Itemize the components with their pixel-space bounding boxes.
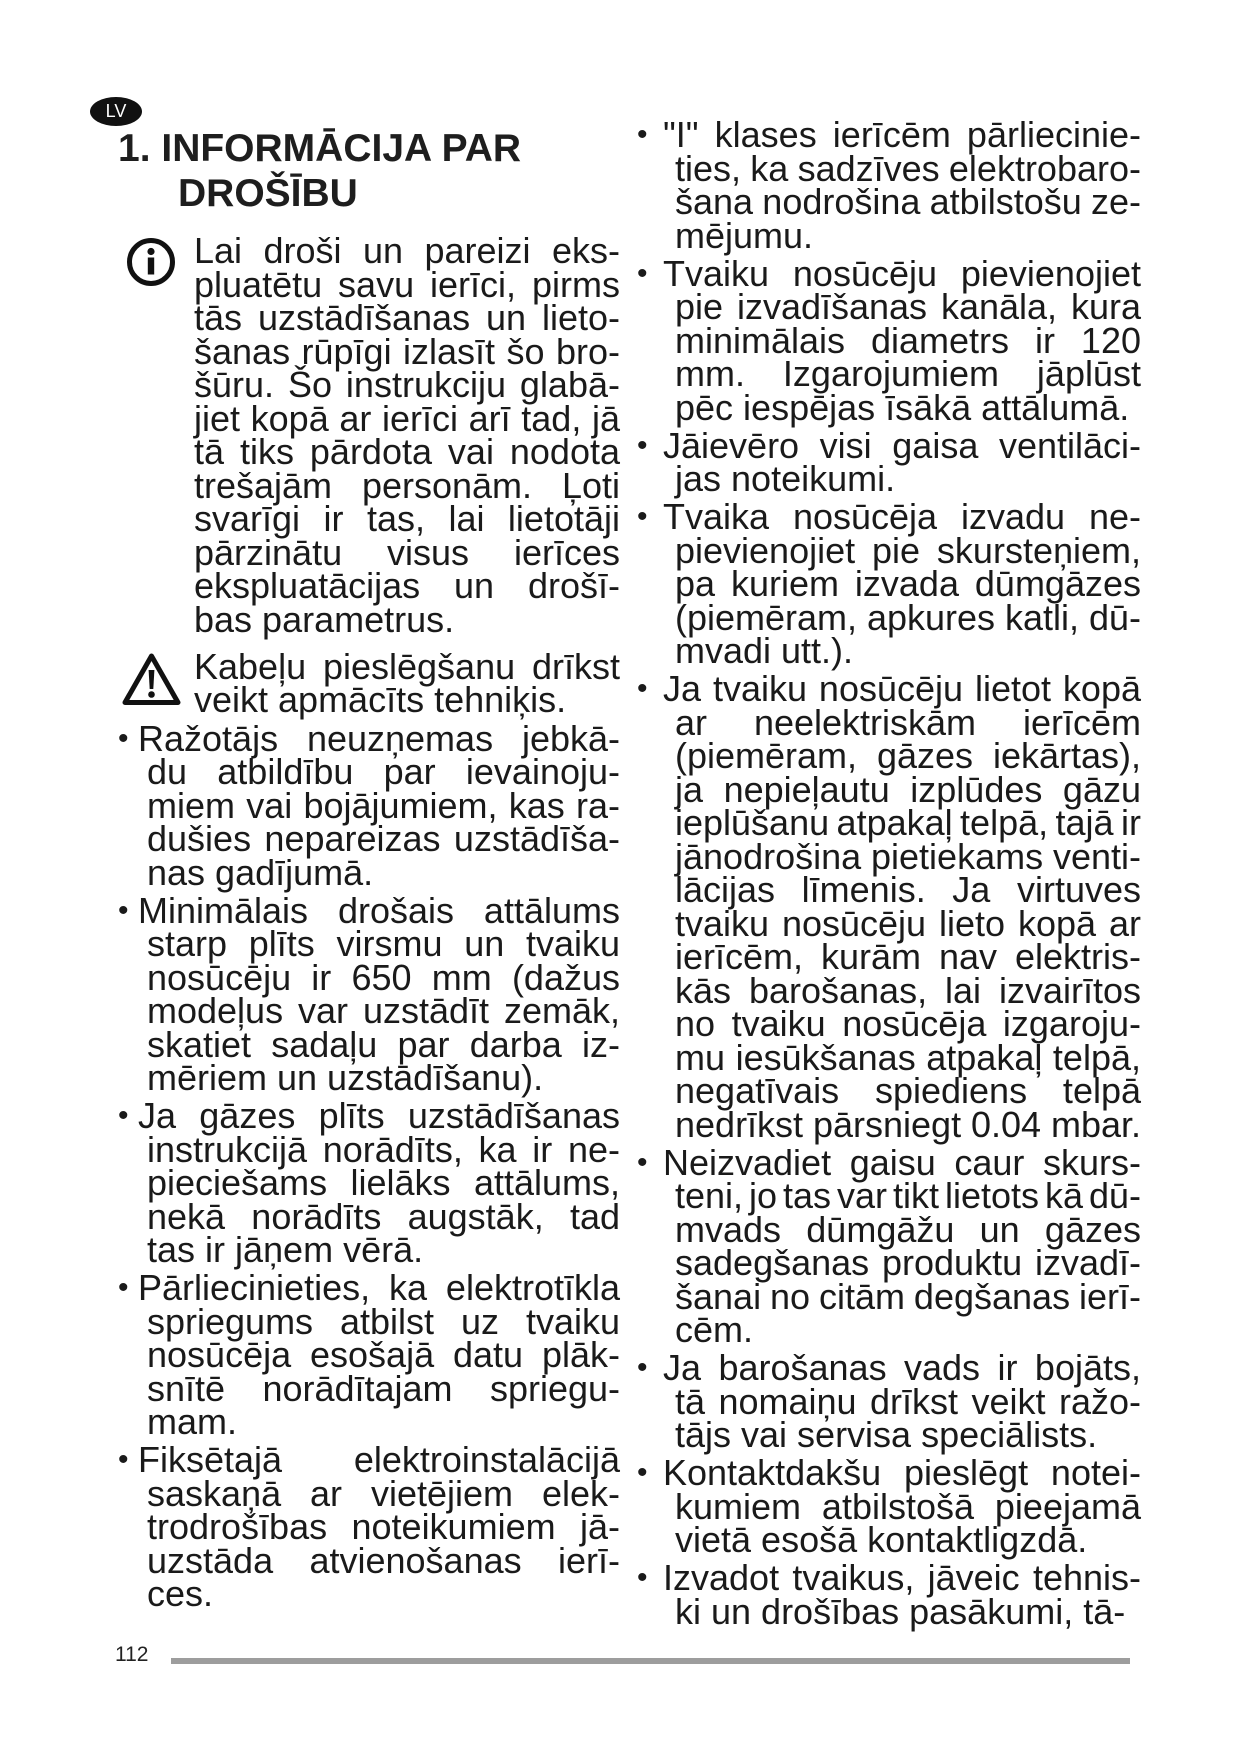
text-line: nosūcēja esošajā datu plāk- xyxy=(147,1334,620,1375)
warning-icon xyxy=(121,651,182,707)
text-line-row xyxy=(675,1309,1141,1350)
text-line: tās uzstādīšanas un lieto- xyxy=(194,297,620,338)
text-line: modeļus var uzstādīt zemāk, xyxy=(147,990,620,1031)
text-line: pluatētu savu ierīci, pirms xyxy=(194,263,620,305)
text-line-row xyxy=(663,1141,1141,1183)
text-line: trešajām personām. Ļoti xyxy=(194,464,620,506)
text-line: Izvadot tvaikus, jāveic tehnis- xyxy=(663,1557,1141,1598)
text-line-row xyxy=(147,990,620,1031)
safety-bullet-list xyxy=(637,114,1142,1632)
bullet-item xyxy=(637,1347,1141,1455)
text-line-row xyxy=(194,498,620,539)
text-line: šūru. Šo instrukciju glabā- xyxy=(194,364,620,405)
text-line: Lai droši un pareizi eks- xyxy=(194,230,620,271)
text-line: uzstāda atvienošanas ierī- xyxy=(147,1539,620,1581)
language-badge xyxy=(90,97,142,126)
safety-bullet-list xyxy=(118,717,620,1614)
text-line: mu iesūkšanas atpakaļ telpā, xyxy=(675,1036,1141,1078)
text-line: dušies nepareizas uzstādīša- xyxy=(147,818,620,859)
text-line-row xyxy=(675,1208,1141,1250)
text-line: (piemēram, apkures katli, dū- xyxy=(675,596,1142,638)
text-line: tājs vai servisa speciālists. xyxy=(675,1414,1098,1455)
safety-note-warning xyxy=(194,645,620,720)
text-line-row xyxy=(147,1334,620,1375)
bullet-marker: • xyxy=(118,893,129,927)
text-line: Tvaiku nosūcēju pievienojiet xyxy=(663,252,1141,294)
text-line-row xyxy=(147,1401,620,1442)
text-line: cēm. xyxy=(675,1309,754,1350)
bullet-item xyxy=(637,1452,1141,1560)
text-line: ieplūšanu atpakaļ telpā, tajā ir xyxy=(675,802,1141,843)
bullet-marker: • xyxy=(118,1099,129,1132)
text-line: pa kuriem izvada dūmgāzes xyxy=(675,563,1141,604)
text-line-row xyxy=(194,645,620,687)
text-line: spriegums atbilst uz tvaiku xyxy=(147,1300,620,1342)
text-line: Neizvadiet gaisu caur skurs- xyxy=(663,1141,1141,1183)
text-line-row xyxy=(675,1485,1141,1527)
text-line-row xyxy=(147,1195,620,1237)
text-line-row xyxy=(147,923,620,964)
bullet-marker: • xyxy=(637,118,648,151)
text-line-row xyxy=(675,386,1141,428)
text-line-row xyxy=(675,802,1141,843)
text-line: ekspluatācijas un drošī- xyxy=(194,565,620,606)
text-line: svarīgi ir tas, lai lietotāji xyxy=(194,498,620,539)
bullet-marker: • xyxy=(118,1443,129,1476)
text-line-row xyxy=(147,784,620,826)
text-line-row xyxy=(663,1452,1141,1493)
text-line: Ja tvaiku nosūcēju lietot kopā xyxy=(663,668,1141,709)
text-line-row xyxy=(138,717,620,759)
text-line: kās barošanas, lai izvairītos xyxy=(675,969,1141,1011)
text-line-row xyxy=(675,286,1141,327)
text-line-row xyxy=(675,1414,1141,1455)
text-line: Kabeļu pieslēgšanu drīkst xyxy=(194,645,620,687)
text-line-row xyxy=(147,1506,620,1547)
text-line-row xyxy=(675,563,1141,604)
right-column xyxy=(637,114,1142,1632)
bullet-marker: • xyxy=(637,672,648,705)
text-line: teni, jo tas var tikt lietots kā dū- xyxy=(675,1175,1141,1216)
text-line-row xyxy=(147,956,620,998)
bullet-marker: • xyxy=(637,1561,648,1594)
bullet-item xyxy=(637,114,1142,256)
section-title xyxy=(118,126,521,216)
text-line: ki un drošības pasākumi, tā- xyxy=(675,1590,1126,1632)
text-line: Tvaika nosūcēja izvadu ne- xyxy=(663,496,1141,537)
text-line-row xyxy=(147,1472,620,1514)
bullet-item xyxy=(637,496,1142,671)
text-line-row xyxy=(194,364,620,405)
text-line-row xyxy=(138,1095,620,1136)
text-line-row xyxy=(663,1557,1141,1598)
text-line: jiet kopā ar ierīci arī tad, jā xyxy=(194,397,620,439)
bullet-marker: • xyxy=(118,1271,129,1304)
text-line: ties, ka sadzīves elektrobaro- xyxy=(675,147,1141,189)
text-line: lācijas līmenis. Ja virtuves xyxy=(675,869,1141,910)
text-line: šanai no citām degšanas ierī- xyxy=(675,1275,1141,1317)
text-line-row xyxy=(675,735,1141,776)
text-line-row xyxy=(147,1367,620,1409)
text-line: (piemēram, gāzes iekārtas), xyxy=(675,735,1141,776)
text-line-row xyxy=(194,565,620,606)
bullet-item xyxy=(637,1557,1141,1632)
text-line-row xyxy=(147,1300,620,1342)
text-line: "I" klases ierīcēm pārliecinie- xyxy=(663,114,1141,155)
note-text xyxy=(194,645,620,720)
text-line: kumiem atbilstošā pieejamā xyxy=(675,1485,1141,1527)
text-line-row xyxy=(675,181,1142,222)
text-line: ar neelektriskām ierīcēm xyxy=(675,701,1141,743)
text-line-row xyxy=(663,424,1141,466)
text-line: tā tiks pārdota vai nodota xyxy=(194,431,620,472)
text-line-row xyxy=(675,902,1141,944)
bullet-marker: • xyxy=(118,721,129,755)
text-line-row xyxy=(194,431,620,472)
bullet-item xyxy=(118,717,620,893)
text-line: no tvaiku nosūcēja izgaroju- xyxy=(675,1003,1141,1044)
text-line-row xyxy=(138,1267,620,1308)
text-line: Ja gāzes plīts uzstādīšanas xyxy=(138,1095,620,1136)
section-title-line-2: DROŠĪBU xyxy=(178,172,358,215)
text-line-row xyxy=(675,1242,1141,1283)
text-line: Kontaktdakšu pieslēgt notei- xyxy=(663,1452,1141,1493)
text-line-row xyxy=(675,1070,1141,1111)
text-line-row xyxy=(194,330,620,372)
text-line: pieciešams lielāks attālums, xyxy=(147,1162,620,1203)
bullet-item xyxy=(118,1439,620,1614)
text-line-row xyxy=(194,230,620,271)
text-line-row xyxy=(147,1128,620,1170)
text-line-row xyxy=(675,529,1141,571)
text-line: starp plīts virsmu un tvaiku xyxy=(147,923,620,964)
footer-rule xyxy=(171,1658,1130,1664)
page-number: 112 xyxy=(115,1643,149,1666)
text-line-row xyxy=(147,1573,620,1614)
safety-note-info xyxy=(194,230,620,640)
text-line-row xyxy=(194,598,620,640)
note-text xyxy=(194,230,620,640)
text-line-row xyxy=(147,851,620,893)
text-line: pievienojiet pie skursteņiem, xyxy=(675,529,1141,571)
text-line: bas parametrus. xyxy=(194,598,455,640)
text-line: Fiksētajā elektroinstalācijā xyxy=(138,1439,620,1480)
bullet-marker: • xyxy=(637,428,648,462)
text-line: Ja barošanas vads ir bojāts, xyxy=(663,1347,1141,1388)
text-line-row xyxy=(675,1519,1141,1560)
text-line: mēriem un uzstādīšanu). xyxy=(147,1057,544,1098)
text-line: Jāievēro visi gaisa ventilāci- xyxy=(663,424,1141,466)
text-line: minimālais diametrs ir 120 xyxy=(675,319,1141,361)
text-line-row xyxy=(147,1229,620,1270)
bullet-item xyxy=(118,1267,620,1442)
text-line-row xyxy=(675,214,1141,256)
text-line: skatiet sadaļu par darba iz- xyxy=(147,1023,620,1065)
text-line-row xyxy=(138,1439,620,1480)
text-line: jas noteikumi. xyxy=(675,458,896,499)
text-line: nas gadījumā. xyxy=(147,851,374,893)
text-line-row xyxy=(675,1003,1141,1044)
text-line: negatīvais spiediens telpā xyxy=(675,1070,1141,1111)
text-line: ierīcēm, kurām nav elektris- xyxy=(675,936,1141,977)
text-line-row xyxy=(663,496,1141,537)
text-line-row xyxy=(147,1057,620,1098)
text-line: trodrošības noteikumiem jā- xyxy=(147,1506,620,1547)
bullet-marker: • xyxy=(637,1351,648,1384)
text-line: miem vai bojājumiem, kas ra- xyxy=(147,784,620,826)
text-line-row xyxy=(663,1347,1141,1388)
text-line: nekā norādīts augstāk, tad xyxy=(147,1195,620,1237)
text-line-row xyxy=(675,936,1141,977)
text-line: vietā esošā kontaktligzdā. xyxy=(675,1519,1088,1560)
text-line: Pārliecinieties, ka elektrotīkla xyxy=(138,1267,620,1308)
text-line-row xyxy=(194,464,620,506)
text-line-row xyxy=(675,869,1141,910)
text-line: mējumu. xyxy=(675,214,814,256)
text-line: mam. xyxy=(147,1401,237,1442)
text-line-row xyxy=(663,114,1141,155)
text-line: ces. xyxy=(147,1573,214,1614)
bullet-item xyxy=(637,1141,1141,1350)
text-line-row xyxy=(675,596,1142,638)
text-line-row xyxy=(675,630,1141,671)
text-line-row xyxy=(675,353,1141,394)
text-line: šanas rūpīgi izlasīt šo bro- xyxy=(194,330,620,372)
text-line: snītē norādītajam spriegu- xyxy=(147,1367,620,1409)
text-line-row xyxy=(138,889,620,931)
text-line-row xyxy=(675,319,1141,361)
text-line: du atbildību par ievainoju- xyxy=(147,751,620,792)
text-line-row xyxy=(675,1103,1141,1145)
text-line: mvadi utt.). xyxy=(675,630,854,671)
text-line: tā nomaiņu drīkst veikt ražo- xyxy=(675,1380,1141,1422)
text-line-row xyxy=(147,751,620,792)
text-line: veikt apmācīts tehniķis. xyxy=(194,679,567,720)
text-line: nosūcēju ir 650 mm (dažus xyxy=(147,956,620,998)
text-line-row xyxy=(194,679,620,720)
text-line-row xyxy=(675,1590,1141,1632)
text-line: pie izvadīšanas kanāla, kura xyxy=(675,286,1141,327)
bullet-item xyxy=(637,668,1141,1145)
text-line: Minimālais drošais attālums xyxy=(138,889,620,931)
text-line: Ražotājs neuzņemas jebkā- xyxy=(138,717,620,759)
text-line: pārzinātu visus ierīces xyxy=(194,531,620,573)
text-line-row xyxy=(194,397,620,439)
text-line: sadegšanas produktu izvadī- xyxy=(675,1242,1141,1283)
text-line: mm. Izgarojumiem jāplūst xyxy=(675,353,1141,394)
text-line-row xyxy=(147,1162,620,1203)
bullet-item xyxy=(637,252,1141,428)
section-title-line-1: 1. INFORMĀCIJA PAR xyxy=(118,127,522,170)
text-line-row xyxy=(663,252,1141,294)
text-line-row xyxy=(147,818,620,859)
text-line-row xyxy=(663,668,1141,709)
text-line-row xyxy=(194,263,620,305)
bullet-marker: • xyxy=(637,1456,648,1489)
text-line: šana nodrošina atbilstošu ze- xyxy=(675,181,1142,222)
text-line: tvaiku nosūcēju lieto kopā ar xyxy=(675,902,1141,944)
bullet-marker: • xyxy=(637,500,648,533)
bullet-marker: • xyxy=(637,1145,648,1179)
text-line-row xyxy=(675,458,1141,499)
text-line-row xyxy=(675,768,1141,810)
text-line: jānodrošina pietiekams venti- xyxy=(675,835,1141,877)
bullet-item xyxy=(118,889,620,1098)
language-code: LV xyxy=(105,101,127,121)
text-line-row xyxy=(675,1175,1141,1216)
info-icon xyxy=(126,237,176,287)
text-line-row xyxy=(147,1023,620,1065)
text-line: mvads dūmgāžu un gāzes xyxy=(675,1208,1141,1250)
text-line-row xyxy=(147,1539,620,1581)
text-line-row xyxy=(675,969,1141,1011)
bullet-item xyxy=(118,1095,620,1270)
left-column xyxy=(118,230,620,1614)
text-line-row xyxy=(675,835,1141,877)
text-line-row xyxy=(675,1275,1141,1317)
text-line: tas ir jāņem vērā. xyxy=(147,1229,424,1270)
text-line-row xyxy=(675,1380,1141,1422)
text-line-row xyxy=(675,147,1141,189)
text-line: nedrīkst pārsniegt 0.04 mbar. xyxy=(675,1103,1141,1145)
bullet-item xyxy=(637,424,1141,499)
bullet-marker: • xyxy=(637,256,648,290)
text-line-row xyxy=(194,531,620,573)
text-line: instrukcijā norādīts, ka ir ne- xyxy=(147,1128,620,1170)
text-line-row xyxy=(675,701,1141,743)
text-line-row xyxy=(194,297,620,338)
text-line: pēc iespējas īsākā attālumā. xyxy=(675,386,1130,428)
text-line-row xyxy=(675,1036,1141,1078)
text-line: ja nepieļautu izplūdes gāzu xyxy=(675,768,1141,810)
text-line: saskaņā ar vietējiem elek- xyxy=(147,1472,620,1514)
